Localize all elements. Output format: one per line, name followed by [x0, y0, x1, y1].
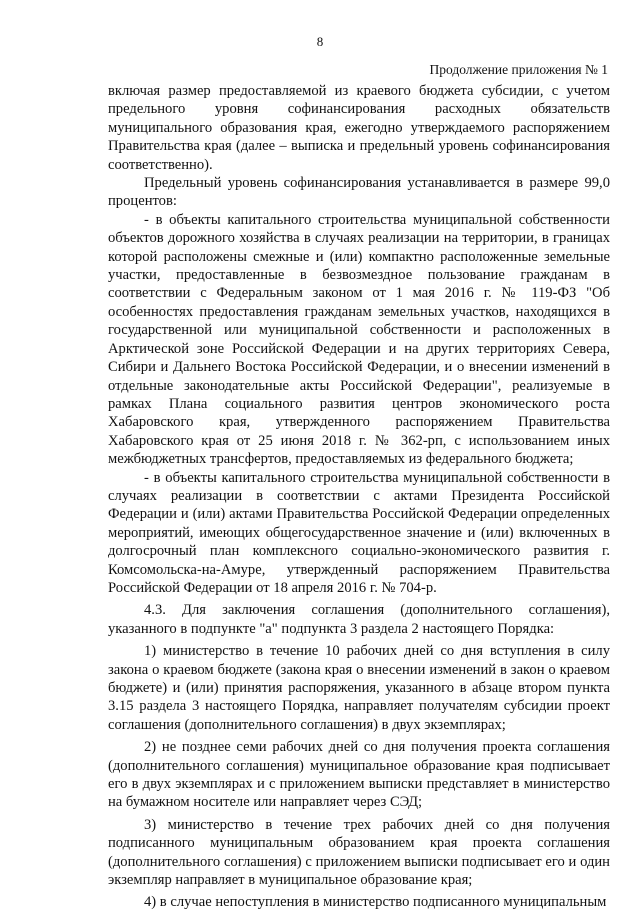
paragraph-6: 1) министерство в течение 10 рабочих дней со дня вступления в силу закона о краевом бюджете (закона края о внесении изменений в закон о краевом бюджете) и (или) принятия распоряжения, указанного в абзаце втором пункта 3.15 раздела 3 настоящего Порядка, направляет получателям субсидии проект соглашения (дополнительного соглашения) в двух экземплярах;	[108, 643, 610, 733]
running-header: Продолжение приложения № 1	[429, 62, 608, 77]
paragraph-3: - в объекты капитального строительства муниципальной собственности объектов дорожного хозяйства в случаях реализации на территории, в границах которой расположены смежные и (или) компактно расположенные земельные участки, предоставленные в безвозмездное пользование гражданам в соответствии с Федеральным законом от 1 мая 2016 г. № 119-ФЗ "Об особенностях предоставления гражданам земельных участков, находящихся в государственной или муниципальной собственности и расположенных в Арктической зоне Российской Федерации и на других территориях Севера, Сибири и Дальнего Востока Российской Федерации, и о внесении изменений в отдельные законодательные акты Российской Федерации", реализуемые в рамках Плана социального развития центров экономического роста Хабаровского края, утвержденного распоряжением Правительства Хабаровского края от 25 июня 2018 г. № 362-рп, с использованием иных межбюджетных трансфертов, предоставляемых из федерального бюджета;	[108, 211, 610, 468]
paragraph-9: 4) в случае непоступления в министерство подписанного муниципальным	[144, 894, 607, 911]
document-body	[108, 82, 610, 912]
page-number: 8	[316, 34, 324, 49]
paragraph-8: 3) министерство в течение трех рабочих дней со дня получения подписанного муниципальным образованием края проекта соглашения (дополнительного соглашения) с приложением выписки подписывает его и один экземпляр направляет в муниципальное образование края;	[108, 816, 610, 889]
paragraph-2: Предельный уровень софинансирования устанавливается в размере 99,0 процентов:	[108, 175, 610, 210]
paragraph-4: - в объекты капитального строительства муниципальной собственности в случаях реализации в соответствии с актами Президента Российской Федерации и (или) актами Правительства Российской Федерации определенных мероприятий, имеющих общегосударственное значение и (или) включенных в долгосрочный план комплексного социально-экономического развития г. Комсомольска-на-Амуре, утвержденный распоряжением Правительства Российской Федерации от 18 апреля 2016 г. № 704-р.	[108, 469, 610, 596]
paragraph-1: включая размер предоставляемой из краевого бюджета субсидии, с учетом предельного уровня софинансирования расходных обязательств муниципального образования края, ежегодно утверждаемого распоряжением Правительства края (далее – выписка и предельный уровень софинансирования соответственно).	[108, 83, 610, 173]
paragraph-7: 2) не позднее семи рабочих дней со дня получения проекта соглашения (дополнительного соглашения) муниципальное образование края подписывает его в двух экземплярах и с приложением выписки представляет в министерство на бумажном носителе или направляет через СЭД;	[108, 739, 610, 811]
paragraph-5: 4.3. Для заключения соглашения (дополнительного соглашения), указанного в подпункте "а" подпункта 3 раздела 2 настоящего Порядка:	[108, 602, 610, 637]
